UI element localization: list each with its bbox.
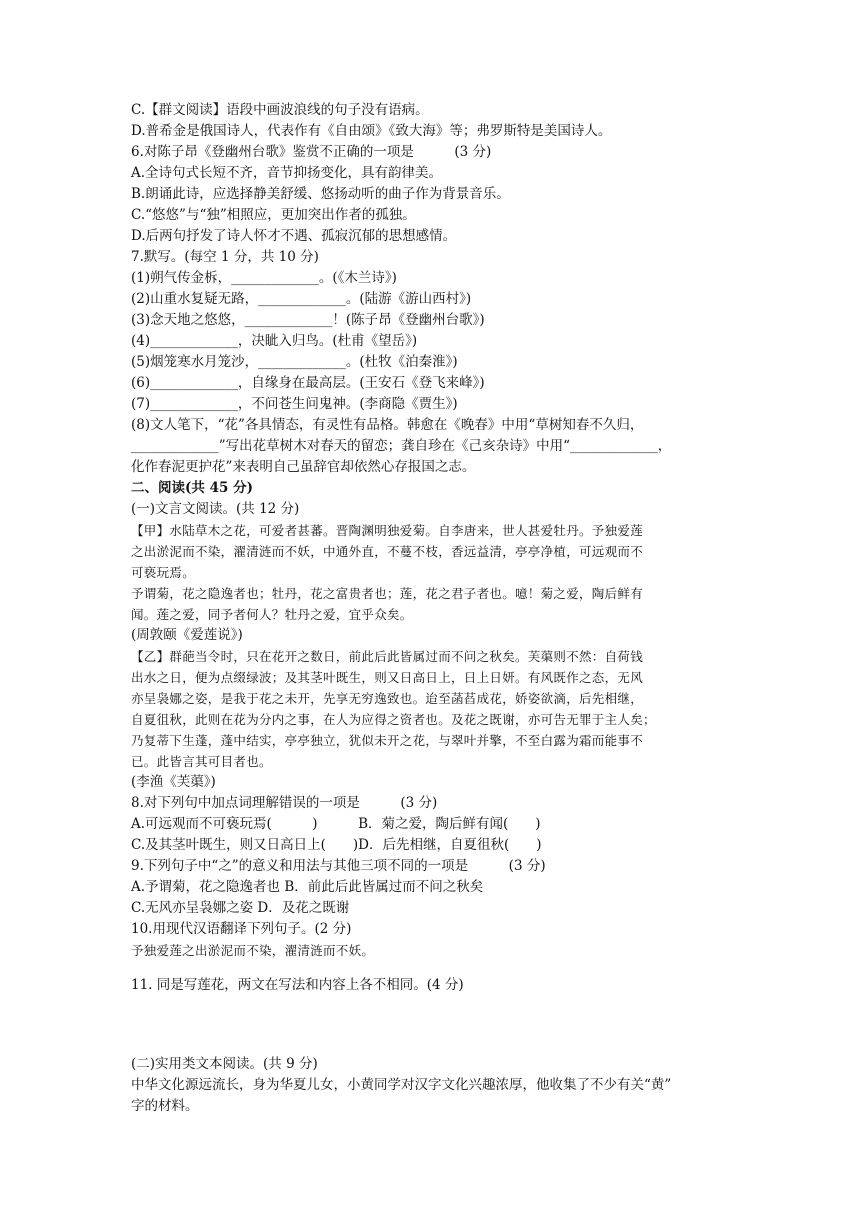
dictation-item: 化作春泥更护花”来表明自己虽辞官却依然心存报国之志。 [131,459,476,475]
option-line: D.普希金是俄国诗人，代表作有《自由颂》《致大海》等；弗罗斯特是美国诗人。 [131,123,612,139]
question-stem: 10.用现代汉语翻译下列句子。(2 分) [131,921,352,937]
option-line: C.及其茎叶既生，则又日高日上( )D．后先相继，自夏徂秋( ) [131,837,542,853]
passage-line: 之出淤泥而不染，濯清涟而不妖，中通外直，不蔓不枝，香远益清，亭亭净植，可远观而不 [131,544,644,559]
option-line: A.予谓菊，花之隐逸者也 B．前此后此皆属过而不问之秋矣 [131,879,484,895]
subsection-heading: (一)文言文阅读。(共 12 分) [131,501,300,517]
passage-line: 自夏徂秋，此则在花为分内之事，在人为应得之资者也。及花之既谢，亦可告无罪于主人矣； [131,712,656,727]
paragraph-line: 字的材料。 [131,1098,199,1114]
translate-sentence: 予独爱莲之出淤泥而不染，濯清涟而不妖。 [131,943,375,958]
passage-line: 乃复蒂下生蓬，蓬中结实，亭亭独立，犹似未开之花，与翠叶并擎，不至白露为霜而能事不 [131,733,644,748]
dictation-item: (2)山重水复疑无路，_____________。(陆游《游山西村》) [131,291,472,307]
passage-line: 闻。莲之爱，同予者何人？牡丹之爱，宜乎众矣。 [131,607,413,622]
option-line: C.【群文阅读】语段中画波浪线的句子没有语病。 [131,102,429,118]
passage-line: 【甲】水陆草木之花，可爱者甚蕃。晋陶渊明独爱菊。自李唐来，世人甚爱牡丹。予独爱莲 [131,523,644,538]
dictation-item: (7)_____________，不问苍生问鬼神。(李商隐《贾生》) [131,396,458,412]
option-line: D.后两句抒发了诗人怀才不遇、孤寂沉郁的思想感情。 [131,228,457,244]
exam-page [131,100,731,1117]
passage-line: 予谓菊，花之隐逸者也；牡丹，花之富贵者也；莲，花之君子者也。噫！菊之爱，陶后鲜有 [131,586,644,601]
dictation-item: (1)朔气传金柝，_____________。(《木兰诗》) [131,270,397,286]
dictation-item: (5)烟笼寒水月笼沙，_____________。(杜牧《泊秦淮》) [131,354,458,370]
dictation-item: (6)_____________，自缘身在最高层。(王安石《登飞来峰》) [131,375,485,391]
section-heading: 二、阅读(共 45 分) [131,480,253,496]
question-stem: 11. 同是写莲花，两文在写法和内容上各不相同。(4 分) [131,977,464,993]
option-line: B.朗诵此诗，应选择静美舒缓、悠扬动听的曲子作为背景音乐。 [131,186,510,202]
question-stem: 9.下列句子中“之”的意义和用法与其他三项不同的一项是 (3 分) [131,858,546,874]
question-stem: 8.对下列句中加点词理解错误的一项是 (3 分) [131,795,438,811]
dictation-item: (4)_____________，决眦入归鸟。(杜甫《望岳》) [131,333,418,349]
answer-space [131,961,731,975]
dictation-item: (8)文人笔下，“花”各具情态，有灵性有品格。韩愈在《晚春》中用“草树知春不久归， [131,417,644,433]
paragraph-line: 中华文化源远流长，身为华夏儿女，小黄同学对汉字文化兴趣浓厚，他收集了不少有关“黄” [131,1077,672,1093]
question-stem: 6.对陈子昂《登幽州台歌》鉴赏不正确的一项是 (3 分) [131,144,492,160]
answer-space [131,996,731,1054]
passage-line: 【乙】群葩当令时，只在花开之数日，前此后此皆属过而不问之秋矣。芙蕖则不然：自荷钱 [131,649,644,664]
passage-line: 出水之日，便为点缀绿波；及其茎叶既生，则又日高日上，日上日妍。有风既作之态，无风 [131,670,644,685]
passage-source: (李渔《芙蕖》) [131,774,216,790]
question-stem: 7.默写。(每空 1 分，共 10 分) [131,249,319,265]
option-line: A.全诗句式长短不齐，音节抑扬变化，具有韵律美。 [131,165,443,181]
passage-line: 可亵玩焉。 [131,565,196,580]
subsection-heading: (二)实用类文本阅读。(共 9 分) [131,1056,318,1072]
dictation-item: _____________”写出花草树木对春天的留恋；龚自珍在《己亥杂诗》中用“_____________， [131,438,672,454]
passage-source: (周敦颐《爱莲说》) [131,627,243,643]
option-line: C.“悠悠”与“独”相照应，更加突出作者的孤独。 [131,207,416,223]
passage-line: 已。此皆言其可目者也。 [131,754,272,769]
passage-line: 亦呈袅娜之姿，是我于花之未开，先享无穷逸致也。迨至菡萏成花，娇姿欲滴，后先相继， [131,691,644,706]
option-line: C.无风亦呈袅娜之姿 D．及花之既谢 [131,900,350,916]
dictation-item: (3)念天地之悠悠，_____________！(陈子昂《登幽州台歌》) [131,312,485,328]
option-line: A.可远观而不可亵玩焉( ) B．菊之爱，陶后鲜有闻( ) [131,816,541,832]
